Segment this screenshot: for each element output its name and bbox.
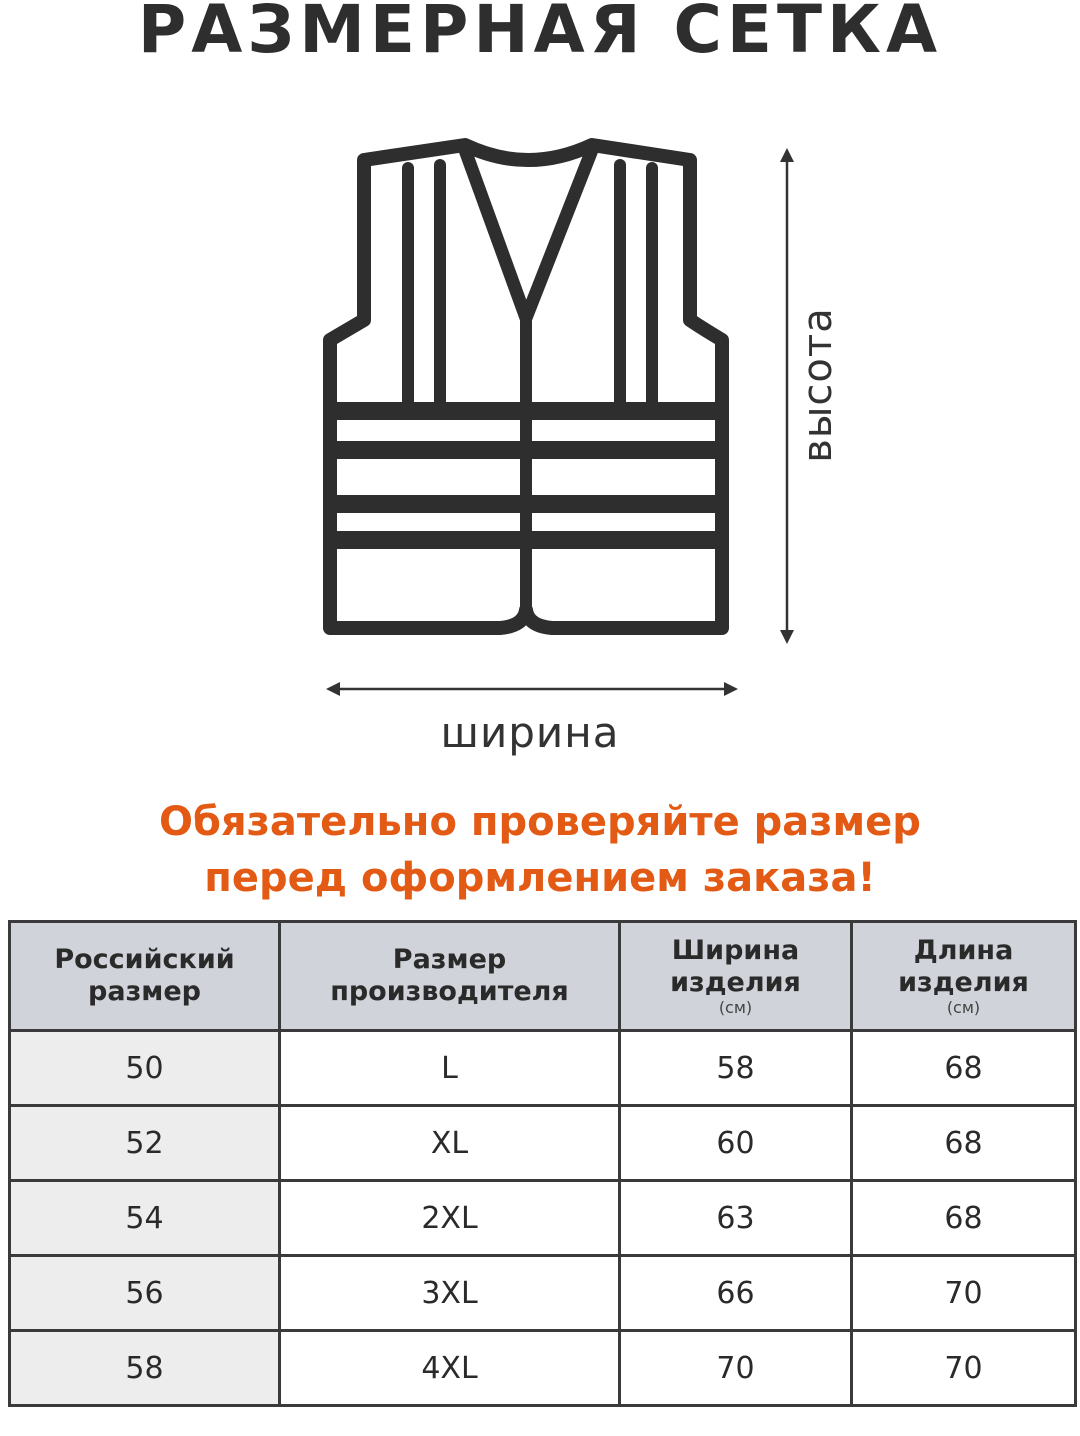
table-row xyxy=(10,1106,1076,1181)
unit-cm: (см) xyxy=(718,998,753,1017)
warning-line-1: Обязательно проверяйте размер xyxy=(159,799,921,845)
cell-manufacturer-size: 2XL xyxy=(280,1181,620,1256)
cell-russian-size: 50 xyxy=(10,1031,280,1106)
cell-russian-size: 58 xyxy=(10,1331,280,1406)
width-arrow xyxy=(326,682,738,696)
header-product-width: Ширина изделия (см) xyxy=(620,922,852,1031)
cell-length: 70 xyxy=(852,1256,1076,1331)
cell-width: 60 xyxy=(620,1106,852,1181)
cell-manufacturer-size: 3XL xyxy=(280,1256,620,1331)
cell-manufacturer-size: 4XL xyxy=(280,1331,620,1406)
cell-length: 68 xyxy=(852,1106,1076,1181)
cell-length: 68 xyxy=(852,1181,1076,1256)
header-russian-size: Российский размер xyxy=(10,922,280,1031)
order-warning xyxy=(0,794,1080,906)
unit-cm: (см) xyxy=(946,998,981,1017)
height-label: высота xyxy=(795,307,841,463)
size-table-header xyxy=(10,922,1076,1031)
cell-width: 66 xyxy=(620,1256,852,1331)
cell-length: 68 xyxy=(852,1031,1076,1106)
table-row xyxy=(10,1256,1076,1331)
cell-length: 70 xyxy=(852,1331,1076,1406)
width-label: ширина xyxy=(440,708,620,757)
cell-width: 70 xyxy=(620,1331,852,1406)
cell-russian-size: 52 xyxy=(10,1106,280,1181)
height-arrow xyxy=(780,148,794,644)
table-row xyxy=(10,1181,1076,1256)
warning-line-2: перед оформлением заказа! xyxy=(204,855,876,901)
cell-russian-size: 56 xyxy=(10,1256,280,1331)
table-row xyxy=(10,1331,1076,1406)
page-title: РАЗМЕРНАЯ СЕТКА xyxy=(137,0,943,68)
cell-russian-size: 54 xyxy=(10,1181,280,1256)
cell-width: 58 xyxy=(620,1031,852,1106)
cell-manufacturer-size: L xyxy=(280,1031,620,1106)
header-manufacturer-size: Размер производителя xyxy=(280,922,620,1031)
header-product-length: Длина изделия (см) xyxy=(852,922,1076,1031)
cell-manufacturer-size: XL xyxy=(280,1106,620,1181)
size-table xyxy=(8,920,1077,1407)
cell-width: 63 xyxy=(620,1181,852,1256)
vest-icon xyxy=(330,145,722,628)
table-row xyxy=(10,1031,1076,1106)
